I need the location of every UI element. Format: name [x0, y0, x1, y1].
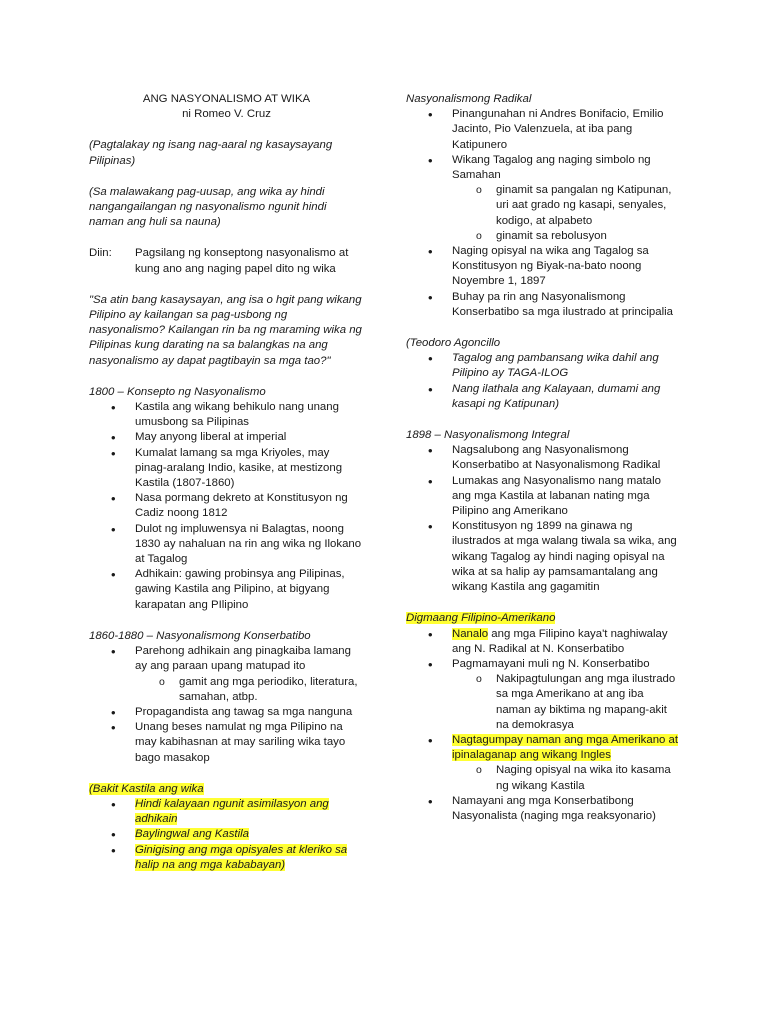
list-item: • Tagalog ang pambansang wika dahil ang Pilipino ay TAGA-ILOG	[406, 351, 681, 381]
list-item	[89, 644, 364, 705]
list-item: • Nanalo ang mga Filipino kaya't naghiwalay ang N. Radikal at N. Konserbatibo	[406, 627, 681, 657]
list-1800	[89, 400, 364, 613]
left-column	[89, 92, 364, 873]
section-heading-1898: 1898 – Nasyonalismong Integral	[406, 429, 570, 442]
list-item: • Naging opisyal na wika ang Tagalog sa Konstitusyon ng Biyak-na-bato noong Noyembre 1, 1897	[406, 244, 681, 290]
list-radikal	[406, 107, 681, 320]
list-item: • Nagsalubong ang Nasyonalismong Konserbatibo at Nasyonalismong Radikal	[406, 443, 681, 473]
highlighted-text: Nagtagumpay naman ang mga Amerikano at ipinalaganap ang wikang Ingles	[452, 733, 679, 762]
list-item: • Adhikain: gawing probinsya ang Pilipinas, gawing Kastila ang Pilipino, at bigyang karapatan ang PIlipino	[89, 567, 364, 613]
list-item-text: Wikang Tagalog ang naging simbolo ng Samahan	[452, 153, 651, 182]
list-agoncillo	[406, 351, 681, 412]
list-1860	[89, 644, 364, 766]
sub-list-item: o Nakipagtulungan ang mga ilustrado sa mga Amerikano at ang iba naman ay biktima ng mapang-akit na demokrasya	[406, 672, 681, 733]
right-column	[406, 92, 681, 824]
section-heading-1800: 1800 – Konsepto ng Nasyonalismo	[89, 385, 266, 398]
section-heading-digmaan: Digmaang Filipino-Amerikano	[406, 612, 556, 625]
section-heading-1860: 1860-1880 – Nasyonalismong Konserbatibo	[89, 629, 311, 642]
list-item: • Konstitusyon ng 1899 na ginawa ng ilustrados at mga walang tiwala sa wika, ang wikang Tagalog ay hindi naging opisyal na wika at sa halip ay pamsamantalang ang wikang Kastila ang gagamitin	[406, 519, 681, 595]
highlighted-word: Nanalo	[452, 627, 489, 640]
diin-row	[89, 246, 364, 276]
list-item: • Buhay pa rin ang Nasyonalismong Konserbatibo sa mga ilustrado at principalia	[406, 290, 681, 320]
sub-list-item: o gamit ang mga periodiko, literatura, samahan, atbp.	[89, 675, 364, 705]
diin-label: Diin:	[89, 247, 112, 260]
list-item	[406, 657, 681, 733]
list-item: • Baylingwal ang Kastila	[89, 827, 364, 842]
list-item: • Nang ilathala ang Kalayaan, dumami ang kasapi ng Katipunan)	[406, 382, 681, 412]
sub-list-item: o ginamit sa rebolusyon	[406, 229, 681, 244]
author-line: ni Romeo V. Cruz	[182, 108, 271, 121]
list-item: • Lumakas ang Nasyonalismo nang matalo ang mga Kastila at labanan nating mga Pilipino ang Amerikano	[406, 474, 681, 520]
list-item: • Ginigising ang mga opisyales at kleriko sa halip na ang mga kababayan)	[89, 843, 364, 873]
list-bakit	[89, 797, 364, 873]
list-item	[406, 153, 681, 244]
section-heading-radikal: Nasyonalismong Radikal	[406, 93, 532, 105]
list-item: • Kumalat lamang sa mga Kriyoles, may pinag-aralang Indio, kasike, at mestizong Kastila (1807-1860)	[89, 446, 364, 492]
section-heading-agoncillo: (Teodoro Agoncillo	[406, 337, 501, 350]
list-item-text: Parehong adhikain ang pinagkaiba lamang ay ang paraan upang matupad ito	[135, 645, 351, 673]
sub-list-item: o Naging opisyal na wika ito kasama ng wikang Kastila	[406, 763, 681, 793]
list-item: • May anyong liberal at imperial	[89, 430, 364, 445]
intro-note-1: (Pagtalakay ng isang nag-aaral ng kasaysayang Pilipinas)	[89, 139, 333, 167]
intro-note-2: (Sa malawakang pag-uusap, ang wika ay hindi nangangailangan ng nasyonalismo ngunit hindi naman ang huli sa nauna)	[89, 185, 327, 229]
document-title: ANG NASYONALISMO AT WIKA	[142, 93, 311, 105]
list-item-text: Pagmamayani muli ng N. Konserbatibo	[452, 657, 650, 670]
list-item: • Namayani ang mga Konserbatibong Nasyonalista (naging mga reaksyonario)	[406, 794, 681, 824]
list-item: • Kastila ang wikang behikulo nang unang umusbong sa Pilipinas	[89, 400, 364, 430]
list-item: • Nasa pormang dekreto at Konstitusyon ng Cadiz noong 1812	[89, 491, 364, 521]
sub-list	[406, 183, 681, 244]
section-heading-bakit: (Bakit Kastila ang wika	[89, 782, 204, 795]
list-item: • Dulot ng impluwensya ni Balagtas, noong 1830 ay nahaluan na rin ang wika ng Ilokano at Tagalog	[89, 522, 364, 568]
quote: "Sa atin bang kasaysayan, ang isa o hgit pang wikang Pilipino ay kailangan sa pag-usbong ng nasyonalismo? Kailangan rin ba ng maraming wika ng Pilipinas kung darating na sa balangkas na ang nasyonalismo ay dapat pagtibayin sa mga tao?"	[89, 293, 362, 367]
list-item	[406, 733, 681, 794]
list-item: • Hindi kalayaan ngunit asimilasyon ang adhikain	[89, 797, 364, 827]
sub-list-item: o ginamit sa pangalan ng Katipunan, uri aat grado ng kasapi, senyales, kodigo, at alpabeto	[406, 183, 681, 229]
list-1898	[406, 443, 681, 595]
list-item: • Pinangunahan ni Andres Bonifacio, Emilio Jacinto, Pio Valenzuela, at iba pang Katipunero	[406, 107, 681, 153]
diin-text: Pagsilang ng konseptong nasyonalismo at kung ano ang naging papel dito ng wika	[135, 247, 349, 275]
sub-list	[406, 763, 681, 793]
sub-list	[406, 672, 681, 733]
list-item: • Propagandista ang tawag sa mga nanguna	[89, 705, 364, 720]
list-item: • Unang beses namulat ng mga Pilipino na may kabihasnan at may sariling wika tayo bago masakop	[89, 720, 364, 766]
sub-list	[89, 675, 364, 705]
list-digmaan	[406, 627, 681, 825]
